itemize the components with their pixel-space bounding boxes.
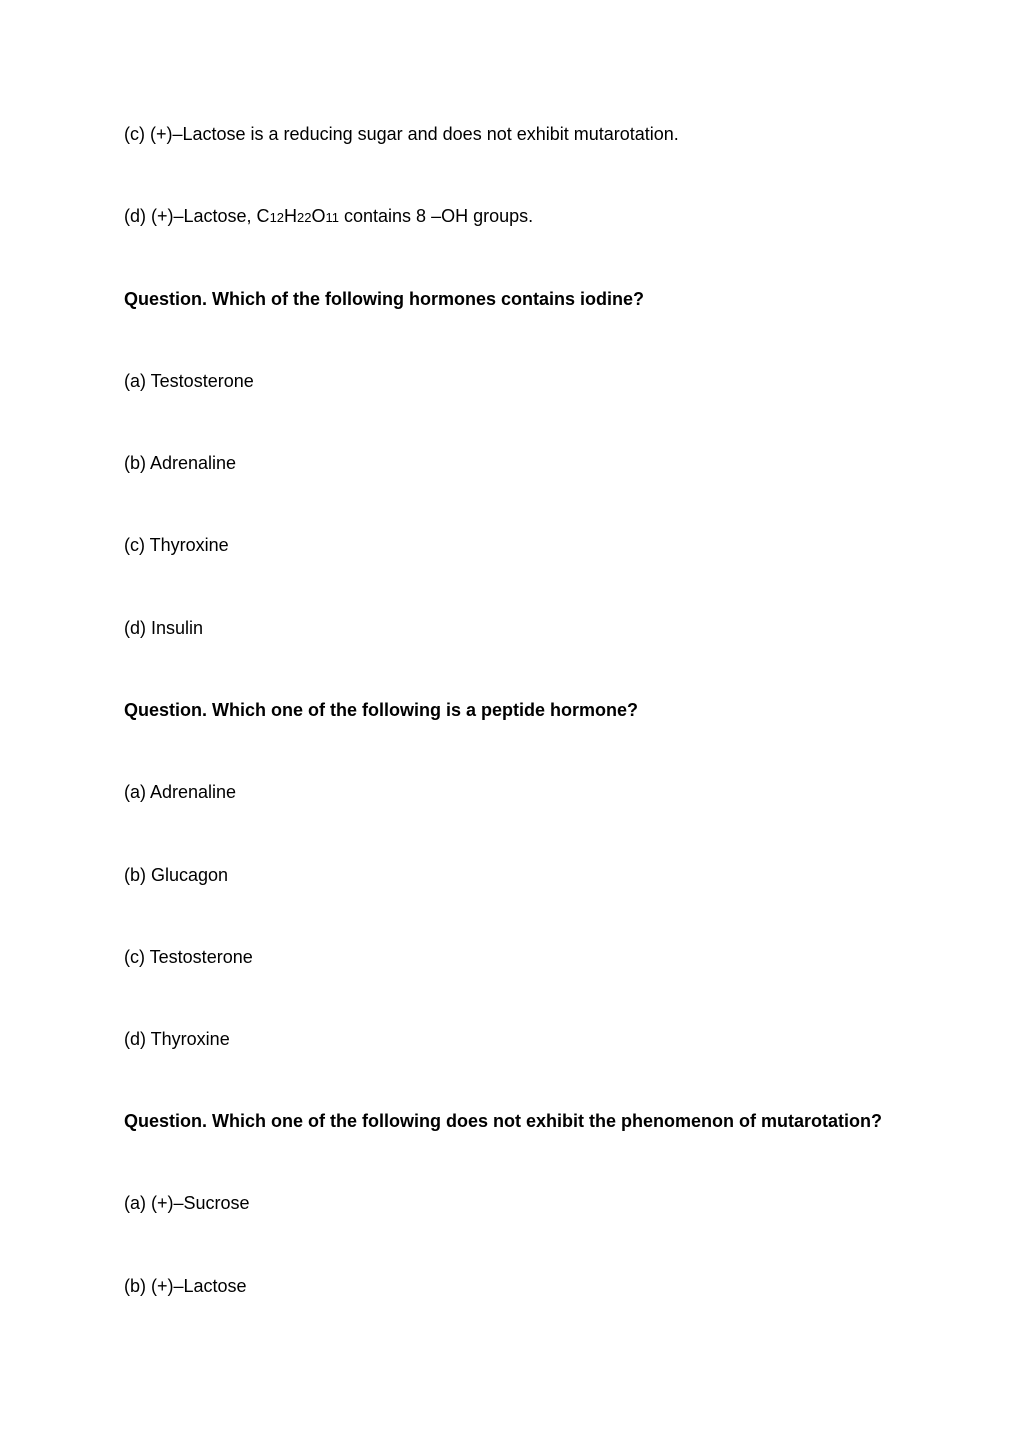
option-text: (d) Insulin bbox=[124, 618, 204, 638]
option-text: (c) (+)–Lactose is a reducing sugar and does not exhibit mutarotation. bbox=[124, 124, 679, 144]
option-text: (a) Adrenaline bbox=[124, 782, 237, 802]
formula-subscript-o: 11 bbox=[325, 210, 340, 225]
option-text: (b) (+)–Lactose bbox=[124, 1276, 247, 1296]
formula-prefix: (d) (+)–Lactose, C bbox=[124, 206, 270, 226]
option-text: (b) Adrenaline bbox=[124, 453, 237, 473]
option-text: (c) Thyroxine bbox=[124, 535, 229, 555]
option-text: (a) (+)–Sucrose bbox=[124, 1193, 250, 1213]
option-text-formula bbox=[124, 205, 533, 229]
formula-element-h: H bbox=[284, 206, 298, 226]
formula-suffix: contains 8 –OH groups. bbox=[339, 206, 534, 226]
option-text: (b) Glucagon bbox=[124, 865, 229, 885]
formula-element-o: O bbox=[311, 206, 326, 226]
question-heading: Question. Which one of the following does not exhibit the phenomenon of mutarotation? bbox=[124, 1111, 882, 1131]
option-text: (a) Testosterone bbox=[124, 371, 254, 391]
formula-subscript-h: 22 bbox=[297, 210, 312, 225]
option-text: (c) Testosterone bbox=[124, 947, 253, 967]
formula-subscript-c: 12 bbox=[269, 210, 285, 225]
question-heading: Question. Which one of the following is a peptide hormone? bbox=[124, 700, 638, 720]
question-heading: Question. Which of the following hormones contains iodine? bbox=[124, 289, 644, 309]
option-text: (d) Thyroxine bbox=[124, 1029, 230, 1049]
